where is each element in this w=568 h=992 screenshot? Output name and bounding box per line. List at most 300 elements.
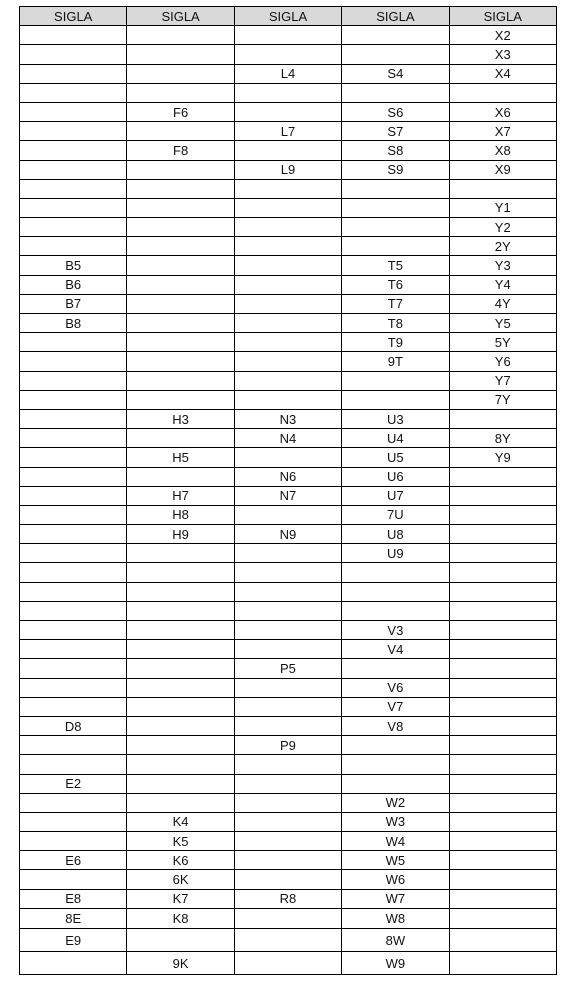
table-cell: Y3 — [449, 256, 556, 275]
table-cell — [20, 601, 127, 620]
table-cell: S4 — [342, 64, 449, 83]
table-cell — [449, 952, 556, 975]
table-cell — [20, 621, 127, 640]
table-cell — [127, 736, 234, 755]
table-cell: V3 — [342, 621, 449, 640]
table-cell: E9 — [20, 929, 127, 952]
table-cell — [20, 640, 127, 659]
table-cell — [342, 755, 449, 774]
table-cell: S8 — [342, 141, 449, 160]
table-cell — [234, 314, 341, 333]
table-cell: T9 — [342, 333, 449, 352]
table-cell — [342, 26, 449, 45]
table-cell — [20, 179, 127, 198]
table-row — [20, 141, 557, 160]
table-cell — [234, 505, 341, 524]
table-row — [20, 179, 557, 198]
table-cell — [234, 851, 341, 870]
table-cell — [20, 659, 127, 678]
table-row — [20, 467, 557, 486]
table-cell — [127, 371, 234, 390]
table-cell — [449, 812, 556, 831]
table-cell: U9 — [342, 544, 449, 563]
table-cell — [127, 544, 234, 563]
table-cell — [234, 371, 341, 390]
table-cell: S6 — [342, 102, 449, 121]
table-cell — [234, 448, 341, 467]
table-cell — [127, 26, 234, 45]
table-cell — [234, 218, 341, 237]
table-row — [20, 697, 557, 716]
table-cell: U8 — [342, 525, 449, 544]
table-cell: P5 — [234, 659, 341, 678]
table-cell: W3 — [342, 812, 449, 831]
table-cell: T6 — [342, 275, 449, 294]
table-cell: N3 — [234, 409, 341, 428]
table-cell: U4 — [342, 429, 449, 448]
table-cell — [234, 198, 341, 217]
table-cell — [20, 26, 127, 45]
table-cell: N4 — [234, 429, 341, 448]
table-row — [20, 505, 557, 524]
table-row — [20, 793, 557, 812]
table-cell: Y6 — [449, 352, 556, 371]
table-cell — [127, 45, 234, 64]
table-cell — [449, 755, 556, 774]
table-cell — [449, 659, 556, 678]
table-cell: H8 — [127, 505, 234, 524]
table-cell — [127, 774, 234, 793]
table-cell: X6 — [449, 102, 556, 121]
table-cell — [234, 697, 341, 716]
table-cell: Y1 — [449, 198, 556, 217]
table-cell: T7 — [342, 294, 449, 313]
table-cell — [234, 102, 341, 121]
table-cell — [234, 929, 341, 952]
table-cell: Y4 — [449, 275, 556, 294]
table-cell — [342, 218, 449, 237]
table-cell: L7 — [234, 122, 341, 141]
table-cell: H5 — [127, 448, 234, 467]
table-row — [20, 371, 557, 390]
table-cell — [449, 83, 556, 102]
table-cell: V6 — [342, 678, 449, 697]
table-cell — [20, 832, 127, 851]
table-cell — [449, 832, 556, 851]
table-cell — [20, 352, 127, 371]
table-cell — [127, 122, 234, 141]
table-cell — [449, 870, 556, 889]
table-cell: Y9 — [449, 448, 556, 467]
table-body — [20, 26, 557, 975]
table-row — [20, 601, 557, 620]
table-row — [20, 390, 557, 409]
table-row — [20, 582, 557, 601]
table-cell — [234, 832, 341, 851]
table-cell: V8 — [342, 716, 449, 735]
table-row — [20, 333, 557, 352]
table-cell — [20, 697, 127, 716]
table-cell — [20, 102, 127, 121]
table-cell — [234, 755, 341, 774]
table-row — [20, 237, 557, 256]
table-cell — [234, 275, 341, 294]
table-cell: W6 — [342, 870, 449, 889]
table-row — [20, 908, 557, 929]
table-row — [20, 621, 557, 640]
table-cell — [20, 218, 127, 237]
table-cell — [127, 160, 234, 179]
table-cell — [20, 198, 127, 217]
table-cell — [234, 83, 341, 102]
table-cell — [127, 697, 234, 716]
table-cell: H3 — [127, 409, 234, 428]
table-cell: Y7 — [449, 371, 556, 390]
table-cell — [449, 409, 556, 428]
table-cell — [342, 179, 449, 198]
table-cell: W5 — [342, 851, 449, 870]
table-cell: K4 — [127, 812, 234, 831]
table-cell: N7 — [234, 486, 341, 505]
table-cell: U3 — [342, 409, 449, 428]
table-cell — [20, 582, 127, 601]
table-row — [20, 678, 557, 697]
table-row — [20, 563, 557, 582]
table-cell — [449, 908, 556, 929]
table-row — [20, 544, 557, 563]
table-cell: S9 — [342, 160, 449, 179]
table-cell — [234, 870, 341, 889]
table-cell: 5Y — [449, 333, 556, 352]
table-cell — [234, 952, 341, 975]
table-row — [20, 352, 557, 371]
table-cell: W9 — [342, 952, 449, 975]
table-cell: H7 — [127, 486, 234, 505]
table-row — [20, 26, 557, 45]
table-cell — [342, 198, 449, 217]
table-cell — [127, 601, 234, 620]
table-cell — [342, 371, 449, 390]
table-cell — [20, 678, 127, 697]
table-row — [20, 640, 557, 659]
sigla-table — [19, 6, 557, 975]
table-row — [20, 659, 557, 678]
table-row — [20, 429, 557, 448]
table-row — [20, 256, 557, 275]
table-row — [20, 832, 557, 851]
table-cell — [20, 870, 127, 889]
table-cell — [342, 774, 449, 793]
table-cell: X9 — [449, 160, 556, 179]
table-cell — [234, 640, 341, 659]
table-cell — [234, 45, 341, 64]
table-row — [20, 812, 557, 831]
table-cell: E8 — [20, 889, 127, 908]
table-cell — [234, 390, 341, 409]
table-cell — [449, 889, 556, 908]
table-cell — [234, 237, 341, 256]
table-cell — [20, 952, 127, 975]
table-cell — [20, 45, 127, 64]
table-cell: 6K — [127, 870, 234, 889]
table-row — [20, 755, 557, 774]
table-cell — [449, 486, 556, 505]
table-row — [20, 774, 557, 793]
table-cell: D8 — [20, 716, 127, 735]
table-cell — [127, 179, 234, 198]
table-cell — [234, 621, 341, 640]
table-row — [20, 160, 557, 179]
table-cell: B6 — [20, 275, 127, 294]
table-cell — [127, 198, 234, 217]
table-cell: W8 — [342, 908, 449, 929]
table-cell — [20, 333, 127, 352]
table-cell: W4 — [342, 832, 449, 851]
table-cell: 2Y — [449, 237, 556, 256]
table-cell: Y5 — [449, 314, 556, 333]
table-cell — [449, 716, 556, 735]
table-cell: 7Y — [449, 390, 556, 409]
table-cell: E2 — [20, 774, 127, 793]
table-cell: X8 — [449, 141, 556, 160]
table-row — [20, 870, 557, 889]
table-cell: B5 — [20, 256, 127, 275]
table-cell — [449, 563, 556, 582]
table-cell: W2 — [342, 793, 449, 812]
table-cell: U6 — [342, 467, 449, 486]
table-cell — [234, 26, 341, 45]
table-cell — [127, 275, 234, 294]
table-cell — [127, 929, 234, 952]
table-cell — [127, 352, 234, 371]
table-row — [20, 525, 557, 544]
table-cell — [127, 237, 234, 256]
table-cell — [449, 505, 556, 524]
table-cell — [449, 774, 556, 793]
table-cell: 7U — [342, 505, 449, 524]
table-cell — [449, 601, 556, 620]
table-cell — [449, 582, 556, 601]
table-row — [20, 409, 557, 428]
table-cell: Y2 — [449, 218, 556, 237]
table-cell: X4 — [449, 64, 556, 83]
table-cell — [20, 160, 127, 179]
table-cell — [234, 793, 341, 812]
table-cell — [127, 659, 234, 678]
table-cell — [234, 352, 341, 371]
table-cell: N9 — [234, 525, 341, 544]
table-cell — [127, 218, 234, 237]
table-cell — [449, 851, 556, 870]
table-cell — [342, 563, 449, 582]
table-row — [20, 716, 557, 735]
table-row — [20, 45, 557, 64]
table-cell — [234, 582, 341, 601]
table-cell — [449, 697, 556, 716]
table-cell — [20, 448, 127, 467]
table-cell — [449, 621, 556, 640]
table-cell — [20, 525, 127, 544]
table-cell: 8W — [342, 929, 449, 952]
table-row — [20, 64, 557, 83]
table-cell: K7 — [127, 889, 234, 908]
header-cell: SIGLA — [20, 7, 127, 26]
header-row — [20, 7, 557, 26]
table-cell — [127, 467, 234, 486]
table-cell: T8 — [342, 314, 449, 333]
table-cell — [234, 563, 341, 582]
table-cell: U5 — [342, 448, 449, 467]
table-cell — [127, 793, 234, 812]
table-cell: W7 — [342, 889, 449, 908]
table-cell — [20, 812, 127, 831]
header-cell: SIGLA — [234, 7, 341, 26]
table-cell: R8 — [234, 889, 341, 908]
table-cell: X7 — [449, 122, 556, 141]
table-cell — [234, 678, 341, 697]
table-cell — [127, 716, 234, 735]
table-cell: F8 — [127, 141, 234, 160]
header-cell: SIGLA — [127, 7, 234, 26]
sigla-table-container — [19, 6, 557, 975]
table-cell — [127, 755, 234, 774]
table-cell — [234, 774, 341, 793]
table-cell: 8E — [20, 908, 127, 929]
table-cell — [127, 390, 234, 409]
table-row — [20, 486, 557, 505]
table-cell — [127, 256, 234, 275]
table-cell — [127, 314, 234, 333]
table-cell: K8 — [127, 908, 234, 929]
table-cell — [342, 83, 449, 102]
table-cell — [234, 908, 341, 929]
table-row — [20, 122, 557, 141]
table-cell — [20, 429, 127, 448]
table-cell — [234, 256, 341, 275]
table-cell: 9K — [127, 952, 234, 975]
table-cell: U7 — [342, 486, 449, 505]
table-cell — [127, 64, 234, 83]
table-cell: 8Y — [449, 429, 556, 448]
table-cell — [127, 563, 234, 582]
table-cell — [20, 563, 127, 582]
table-cell — [342, 736, 449, 755]
table-cell — [342, 45, 449, 64]
table-cell: X3 — [449, 45, 556, 64]
table-cell: T5 — [342, 256, 449, 275]
table-cell: F6 — [127, 102, 234, 121]
table-row — [20, 83, 557, 102]
table-cell — [20, 371, 127, 390]
table-row — [20, 218, 557, 237]
table-cell — [20, 486, 127, 505]
table-cell — [20, 237, 127, 256]
table-cell — [449, 929, 556, 952]
table-cell — [127, 333, 234, 352]
table-cell — [127, 294, 234, 313]
table-cell — [449, 640, 556, 659]
table-cell: L4 — [234, 64, 341, 83]
table-cell — [449, 793, 556, 812]
table-cell: K5 — [127, 832, 234, 851]
table-cell: L9 — [234, 160, 341, 179]
table-cell — [234, 544, 341, 563]
table-cell — [127, 640, 234, 659]
table-cell — [342, 390, 449, 409]
table-cell — [449, 179, 556, 198]
table-row — [20, 448, 557, 467]
table-cell — [20, 544, 127, 563]
table-cell: B8 — [20, 314, 127, 333]
table-cell: K6 — [127, 851, 234, 870]
table-row — [20, 851, 557, 870]
table-row — [20, 198, 557, 217]
table-cell — [449, 467, 556, 486]
table-row — [20, 294, 557, 313]
table-cell — [234, 716, 341, 735]
table-cell: 9T — [342, 352, 449, 371]
table-cell — [234, 601, 341, 620]
table-cell: 4Y — [449, 294, 556, 313]
table-cell — [234, 179, 341, 198]
table-row — [20, 736, 557, 755]
table-cell — [127, 582, 234, 601]
table-row — [20, 314, 557, 333]
table-row — [20, 929, 557, 952]
table-cell — [20, 736, 127, 755]
table-cell: H9 — [127, 525, 234, 544]
table-row — [20, 102, 557, 121]
table-cell: E6 — [20, 851, 127, 870]
table-cell — [20, 390, 127, 409]
table-cell — [127, 429, 234, 448]
table-cell — [20, 409, 127, 428]
table-cell — [20, 505, 127, 524]
table-cell — [20, 83, 127, 102]
table-cell — [20, 467, 127, 486]
table-cell — [234, 141, 341, 160]
table-cell — [234, 294, 341, 313]
table-cell — [234, 333, 341, 352]
table-cell — [127, 621, 234, 640]
table-cell — [342, 237, 449, 256]
table-cell — [342, 582, 449, 601]
table-row — [20, 952, 557, 975]
table-cell — [449, 525, 556, 544]
table-cell — [20, 141, 127, 160]
table-cell: N6 — [234, 467, 341, 486]
header-cell: SIGLA — [449, 7, 556, 26]
header-cell: SIGLA — [342, 7, 449, 26]
table-row — [20, 275, 557, 294]
table-cell: V7 — [342, 697, 449, 716]
table-cell: X2 — [449, 26, 556, 45]
table-cell: B7 — [20, 294, 127, 313]
table-cell — [20, 64, 127, 83]
table-cell — [342, 601, 449, 620]
table-cell — [449, 678, 556, 697]
table-cell: P9 — [234, 736, 341, 755]
table-cell — [342, 659, 449, 678]
table-row — [20, 889, 557, 908]
table-cell: V4 — [342, 640, 449, 659]
table-cell — [20, 755, 127, 774]
table-cell — [449, 544, 556, 563]
table-cell — [234, 812, 341, 831]
table-cell: S7 — [342, 122, 449, 141]
table-cell — [20, 122, 127, 141]
table-cell — [20, 793, 127, 812]
